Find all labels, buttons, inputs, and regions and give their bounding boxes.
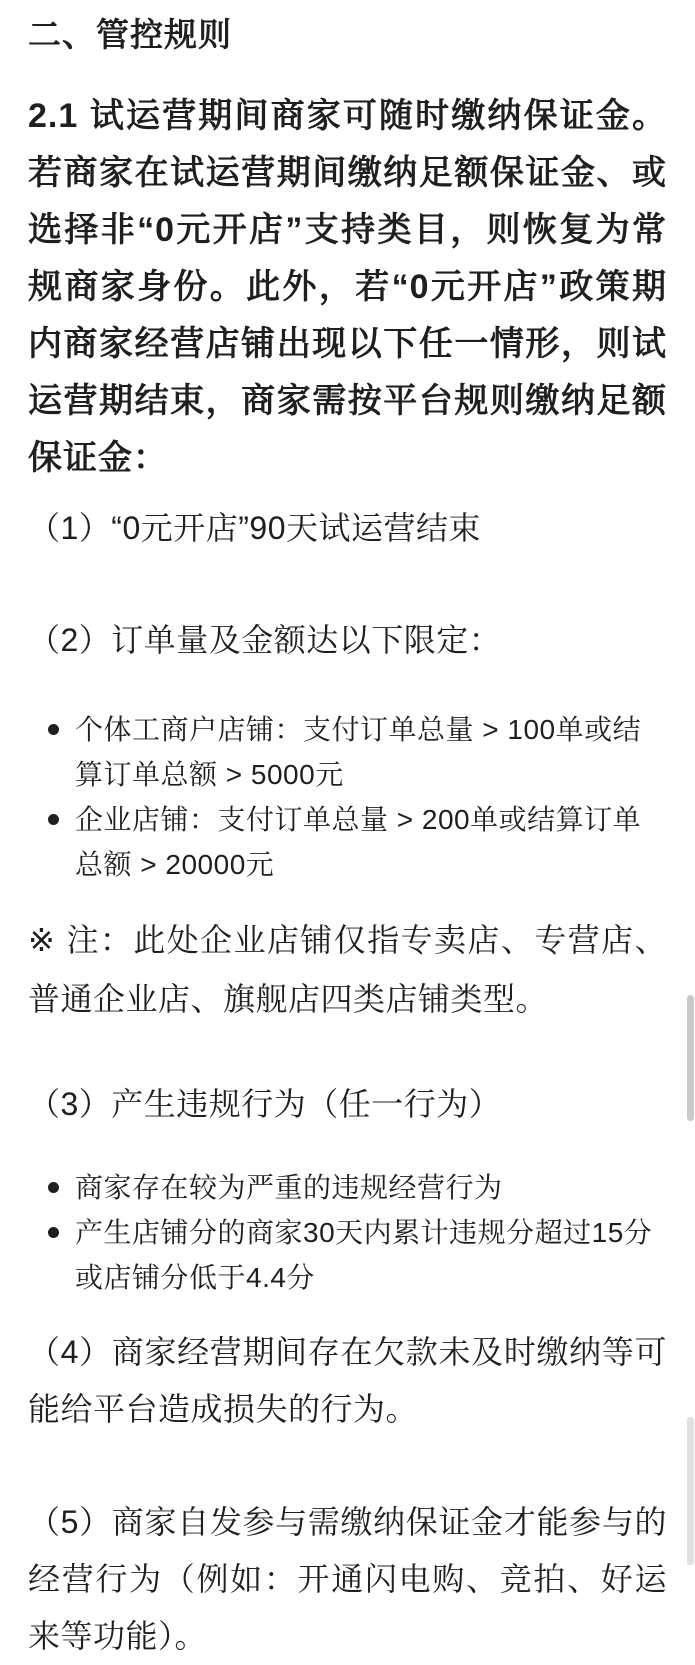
list-item-text: 个体工商户店铺：支付订单总量 > 100单或结算订单总额 > 5000元 <box>75 714 642 790</box>
violation-list <box>28 1165 667 1300</box>
list-item <box>48 797 667 887</box>
scrollbar-thumb[interactable] <box>687 995 694 1121</box>
bullet-icon <box>48 814 59 825</box>
note-paragraph: ※ 注：此处企业店铺仅指专卖店、专营店、普通企业店、旗舰店四类店铺类型。 <box>28 922 667 1017</box>
list-item-text: 企业店铺：支付订单总量 > 200单或结算订单总额 > 20000元 <box>75 804 642 880</box>
clause-5: （5）商家自发参与需缴纳保证金才能参与的经营行为（例如：开通闪电购、竞拍、好运来等功能）。 <box>28 1504 667 1654</box>
bullet-icon <box>48 1182 59 1193</box>
clause-4: （4）商家经营期间存在欠款未及时缴纳等可能给平台造成损失的行为。 <box>28 1334 667 1427</box>
clause-3: （3）产生违规行为（任一行为） <box>28 1086 502 1122</box>
bullet-icon <box>48 724 59 735</box>
list-item-text: 产生店铺分的商家30天内累计违规分超过15分或店铺分低于4.4分 <box>75 1217 653 1293</box>
list-item <box>48 1165 667 1210</box>
order-limit-list <box>28 707 667 887</box>
list-item <box>48 1210 667 1300</box>
bullet-icon <box>48 1227 59 1238</box>
list-item-text: 商家存在较为严重的违规经营行为 <box>75 1172 503 1203</box>
section-title: 二、管控规则 <box>28 16 232 53</box>
intro-paragraph: 2.1 试运营期间商家可随时缴纳保证金。若商家在试运营期间缴纳足额保证金、或选择非“0元开店”支持类目，则恢复为常规商家身份。此外，若“0元开店”政策期内商家经营店铺出现以下任一情形，则试运营期结束，商家需按平台规则缴纳足额保证金： <box>28 97 667 477</box>
scrollbar-thumb-secondary[interactable] <box>687 1417 694 1565</box>
list-item <box>48 707 667 797</box>
clause-1: （1）“0元开店”90天试运营结束 <box>28 510 482 546</box>
clause-2: （2）订单量及金额达以下限定： <box>28 622 502 658</box>
